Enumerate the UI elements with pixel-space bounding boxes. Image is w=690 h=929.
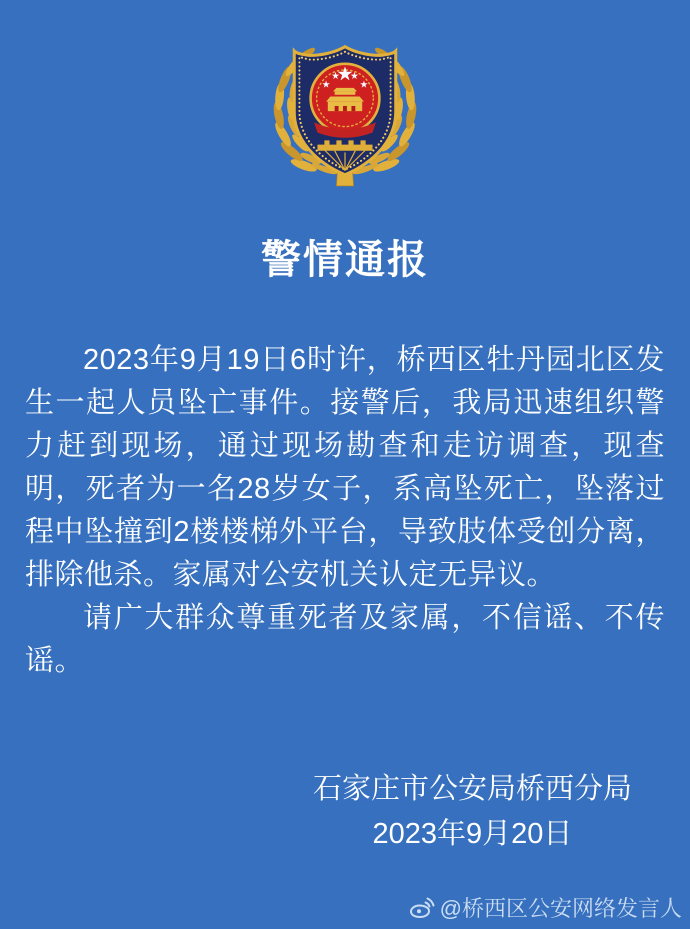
watermark: [409, 892, 682, 923]
signature-date: 2023年9月20日: [372, 818, 573, 850]
weibo-icon: [409, 897, 435, 919]
signature-block: [313, 767, 632, 857]
notice-paragraph-2: 请广大群众尊重死者及家属，不信谣、不传谣。: [25, 602, 665, 677]
notice-body: [25, 339, 665, 683]
watermark-handle: @桥西区公安网络发言人: [439, 896, 682, 921]
notice-title: 警情通报: [261, 237, 429, 282]
signature-org: 石家庄市公安局桥西分局: [312, 773, 632, 805]
police-badge-icon: [0, 0, 690, 188]
notice-paragraph-1: 2023年9月19日6时许，桥西区牡丹园北区发生一起人员坠亡事件。接警后，我局迅速组织警力赶到现场，通过现场勘查和走访调查，现查明，死者为一名28岁女子，系高坠死亡，坠落过程中坠撞到2楼楼梯外平台，导致肢体受创分离，排除他杀。家属对公安机关认定无异议。: [25, 344, 665, 591]
